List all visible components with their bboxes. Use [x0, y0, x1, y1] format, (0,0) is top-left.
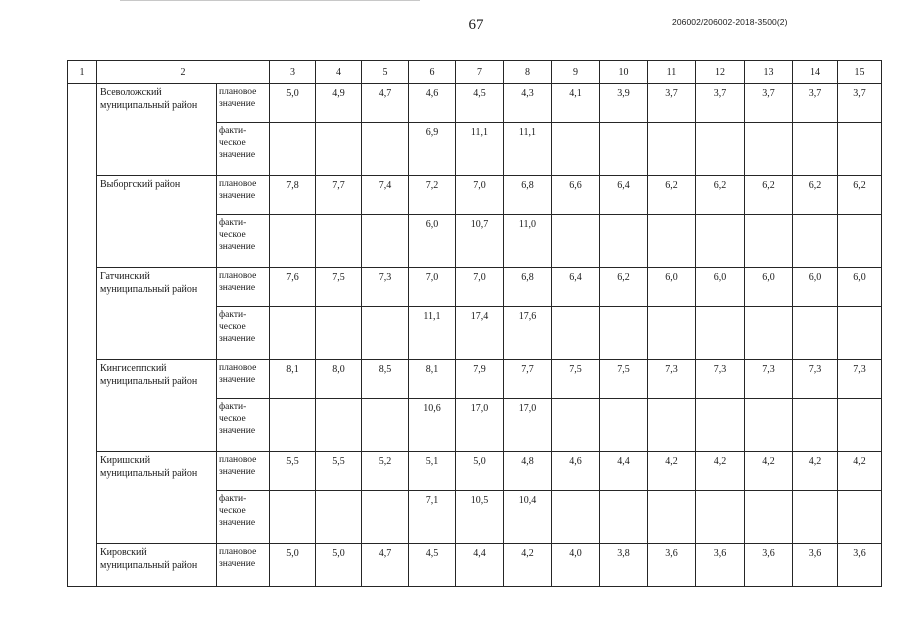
- fact-value-cell: [552, 123, 600, 176]
- document-code: 206002/206002-2018-3500(2): [672, 17, 788, 27]
- fact-value-cell: 17,0: [504, 399, 552, 452]
- plan-value-cell: 7,3: [362, 268, 409, 307]
- fact-value-cell: [648, 215, 696, 268]
- plan-value-cell: 3,6: [648, 544, 696, 587]
- table-row: [68, 360, 882, 399]
- fact-value-cell: 11,0: [504, 215, 552, 268]
- plan-value-cell: 4,7: [362, 84, 409, 123]
- header-cell-1: 1: [68, 61, 97, 84]
- plan-value-cell: 7,3: [745, 360, 793, 399]
- plan-value-cell: 6,0: [745, 268, 793, 307]
- plan-value-cell: 8,1: [270, 360, 316, 399]
- fact-value-cell: [362, 399, 409, 452]
- plan-value-cell: 6,2: [648, 176, 696, 215]
- fact-value-cell: [648, 123, 696, 176]
- fact-value-cell: [696, 491, 745, 544]
- plan-value-cell: 3,8: [600, 544, 648, 587]
- indicator-table: [67, 60, 882, 587]
- plan-value-cell: 7,2: [409, 176, 456, 215]
- plan-value-cell: 4,1: [552, 84, 600, 123]
- fact-value-cell: 6,9: [409, 123, 456, 176]
- fact-value-cell: 11,1: [409, 307, 456, 360]
- plan-value-cell: 7,3: [793, 360, 838, 399]
- plan-value-cell: 4,5: [409, 544, 456, 587]
- plan-value-cell: 7,0: [409, 268, 456, 307]
- header-cell-11: 11: [648, 61, 696, 84]
- header-cell-13: 13: [745, 61, 793, 84]
- fact-value-cell: [270, 399, 316, 452]
- plan-value-cell: 7,0: [456, 268, 504, 307]
- plan-value-cell: 6,4: [600, 176, 648, 215]
- plan-value-cell: 6,6: [552, 176, 600, 215]
- fact-value-cell: [270, 123, 316, 176]
- plan-value-cell: 4,3: [504, 84, 552, 123]
- plan-value-cell: 3,6: [696, 544, 745, 587]
- plan-value-cell: 8,5: [362, 360, 409, 399]
- fact-value-cell: 11,1: [504, 123, 552, 176]
- plan-value-cell: 6,8: [504, 176, 552, 215]
- plan-value-cell: 8,1: [409, 360, 456, 399]
- plan-value-cell: 3,9: [600, 84, 648, 123]
- fact-value-cell: [316, 307, 362, 360]
- plan-value-cell: 6,0: [696, 268, 745, 307]
- fact-value-cell: [793, 491, 838, 544]
- table-row: [68, 84, 882, 123]
- district-name: Гатчинский муниципальный район: [97, 268, 217, 360]
- value-type-label: плановое значение: [217, 360, 270, 399]
- fact-value-cell: [600, 491, 648, 544]
- plan-value-cell: 7,4: [362, 176, 409, 215]
- header-cell-15: 15: [838, 61, 882, 84]
- fact-value-cell: [362, 215, 409, 268]
- fact-value-cell: 7,1: [409, 491, 456, 544]
- fact-value-cell: 17,0: [456, 399, 504, 452]
- plan-value-cell: 7,5: [600, 360, 648, 399]
- fact-value-cell: [793, 123, 838, 176]
- fact-value-cell: [316, 123, 362, 176]
- table-row: [68, 176, 882, 215]
- fact-value-cell: [316, 399, 362, 452]
- plan-value-cell: 5,0: [456, 452, 504, 491]
- plan-value-cell: 3,7: [793, 84, 838, 123]
- district-name: Киришский муниципальный район: [97, 452, 217, 544]
- plan-value-cell: 7,7: [504, 360, 552, 399]
- plan-value-cell: 4,2: [745, 452, 793, 491]
- plan-value-cell: 6,0: [648, 268, 696, 307]
- fact-value-cell: [696, 307, 745, 360]
- header-cell-9: 9: [552, 61, 600, 84]
- fact-value-cell: 10,6: [409, 399, 456, 452]
- plan-value-cell: 7,8: [270, 176, 316, 215]
- plan-value-cell: 4,2: [838, 452, 882, 491]
- plan-value-cell: 5,0: [270, 544, 316, 587]
- plan-value-cell: 5,1: [409, 452, 456, 491]
- plan-value-cell: 4,6: [552, 452, 600, 491]
- district-name: Кингисеппский муниципальный район: [97, 360, 217, 452]
- fact-value-cell: [648, 307, 696, 360]
- fact-value-cell: [745, 215, 793, 268]
- plan-value-cell: 7,6: [270, 268, 316, 307]
- value-type-label: плановое значение: [217, 268, 270, 307]
- fact-value-cell: [793, 307, 838, 360]
- plan-value-cell: 3,7: [745, 84, 793, 123]
- value-type-label: факти- ческое значение: [217, 123, 270, 176]
- plan-value-cell: 6,2: [793, 176, 838, 215]
- plan-value-cell: 7,0: [456, 176, 504, 215]
- fact-value-cell: [838, 399, 882, 452]
- plan-value-cell: 5,5: [270, 452, 316, 491]
- header-cell-4: 4: [316, 61, 362, 84]
- plan-value-cell: 6,2: [838, 176, 882, 215]
- header-cell-14: 14: [793, 61, 838, 84]
- plan-value-cell: 4,2: [696, 452, 745, 491]
- fact-value-cell: [696, 215, 745, 268]
- fact-value-cell: [362, 123, 409, 176]
- header-cell-12: 12: [696, 61, 745, 84]
- header-cell-8: 8: [504, 61, 552, 84]
- header-cell-7: 7: [456, 61, 504, 84]
- plan-value-cell: 3,6: [745, 544, 793, 587]
- plan-value-cell: 7,3: [648, 360, 696, 399]
- fact-value-cell: [648, 399, 696, 452]
- header-cell-5: 5: [362, 61, 409, 84]
- fact-value-cell: [745, 123, 793, 176]
- plan-value-cell: 7,3: [696, 360, 745, 399]
- table-row: [68, 544, 882, 587]
- fact-value-cell: [362, 307, 409, 360]
- value-type-label: плановое значение: [217, 84, 270, 123]
- plan-value-cell: 6,8: [504, 268, 552, 307]
- plan-value-cell: 4,2: [648, 452, 696, 491]
- fact-value-cell: [600, 123, 648, 176]
- plan-value-cell: 3,7: [838, 84, 882, 123]
- value-type-label: плановое значение: [217, 176, 270, 215]
- fact-value-cell: [745, 307, 793, 360]
- fact-value-cell: [838, 491, 882, 544]
- plan-value-cell: 4,7: [362, 544, 409, 587]
- fact-value-cell: 10,5: [456, 491, 504, 544]
- plan-value-cell: 4,2: [504, 544, 552, 587]
- plan-value-cell: 5,5: [316, 452, 362, 491]
- plan-value-cell: 3,7: [648, 84, 696, 123]
- fact-value-cell: 6,0: [409, 215, 456, 268]
- plan-value-cell: 4,0: [552, 544, 600, 587]
- fact-value-cell: 10,7: [456, 215, 504, 268]
- fact-value-cell: [838, 307, 882, 360]
- plan-value-cell: 6,2: [745, 176, 793, 215]
- value-type-label: факти- ческое значение: [217, 215, 270, 268]
- plan-value-cell: 5,0: [270, 84, 316, 123]
- fact-value-cell: [696, 123, 745, 176]
- plan-value-cell: 3,6: [838, 544, 882, 587]
- fact-value-cell: [838, 123, 882, 176]
- top-edge-rule: [120, 0, 420, 1]
- fact-value-cell: [270, 307, 316, 360]
- fact-value-cell: 17,6: [504, 307, 552, 360]
- value-type-label: плановое значение: [217, 544, 270, 587]
- plan-value-cell: 5,0: [316, 544, 362, 587]
- plan-value-cell: 4,4: [456, 544, 504, 587]
- header-cell-3: 3: [270, 61, 316, 84]
- fact-value-cell: [270, 491, 316, 544]
- table-row: [68, 268, 882, 307]
- plan-value-cell: 4,6: [409, 84, 456, 123]
- fact-value-cell: [745, 491, 793, 544]
- value-type-label: факти- ческое значение: [217, 399, 270, 452]
- fact-value-cell: [696, 399, 745, 452]
- plan-value-cell: 7,3: [838, 360, 882, 399]
- table-row: [68, 452, 882, 491]
- value-type-label: плановое значение: [217, 452, 270, 491]
- fact-value-cell: [316, 215, 362, 268]
- header-row: [68, 61, 882, 84]
- page-number: 67: [468, 17, 484, 33]
- district-name: Всеволожский муниципальный район: [97, 84, 217, 176]
- district-name: Выборгский район: [97, 176, 217, 268]
- plan-value-cell: 4,2: [793, 452, 838, 491]
- district-name: Кировский муниципальный район: [97, 544, 217, 587]
- plan-value-cell: 7,5: [316, 268, 362, 307]
- fact-value-cell: 10,4: [504, 491, 552, 544]
- value-type-label: факти- ческое значение: [217, 491, 270, 544]
- plan-value-cell: 6,2: [600, 268, 648, 307]
- fact-value-cell: [552, 399, 600, 452]
- fact-value-cell: [648, 491, 696, 544]
- plan-value-cell: 7,7: [316, 176, 362, 215]
- fact-value-cell: [838, 215, 882, 268]
- fact-value-cell: [745, 399, 793, 452]
- fact-value-cell: [316, 491, 362, 544]
- plan-value-cell: 4,4: [600, 452, 648, 491]
- plan-value-cell: 3,6: [793, 544, 838, 587]
- fact-value-cell: [793, 215, 838, 268]
- plan-value-cell: 3,7: [696, 84, 745, 123]
- fact-value-cell: [362, 491, 409, 544]
- plan-value-cell: 4,9: [316, 84, 362, 123]
- fact-value-cell: [600, 307, 648, 360]
- plan-value-cell: 6,4: [552, 268, 600, 307]
- plan-value-cell: 6,0: [838, 268, 882, 307]
- plan-value-cell: 4,5: [456, 84, 504, 123]
- plan-value-cell: 5,2: [362, 452, 409, 491]
- row-number-column: [68, 84, 97, 587]
- plan-value-cell: 8,0: [316, 360, 362, 399]
- header-cell-10: 10: [600, 61, 648, 84]
- plan-value-cell: 7,5: [552, 360, 600, 399]
- fact-value-cell: [793, 399, 838, 452]
- plan-value-cell: 6,0: [793, 268, 838, 307]
- plan-value-cell: 4,8: [504, 452, 552, 491]
- plan-value-cell: 6,2: [696, 176, 745, 215]
- fact-value-cell: [270, 215, 316, 268]
- fact-value-cell: [600, 399, 648, 452]
- value-type-label: факти- ческое значение: [217, 307, 270, 360]
- header-cell-6: 6: [409, 61, 456, 84]
- fact-value-cell: [552, 491, 600, 544]
- fact-value-cell: [600, 215, 648, 268]
- fact-value-cell: 11,1: [456, 123, 504, 176]
- fact-value-cell: 17,4: [456, 307, 504, 360]
- header-cell-2: 2: [97, 61, 270, 84]
- fact-value-cell: [552, 215, 600, 268]
- plan-value-cell: 7,9: [456, 360, 504, 399]
- fact-value-cell: [552, 307, 600, 360]
